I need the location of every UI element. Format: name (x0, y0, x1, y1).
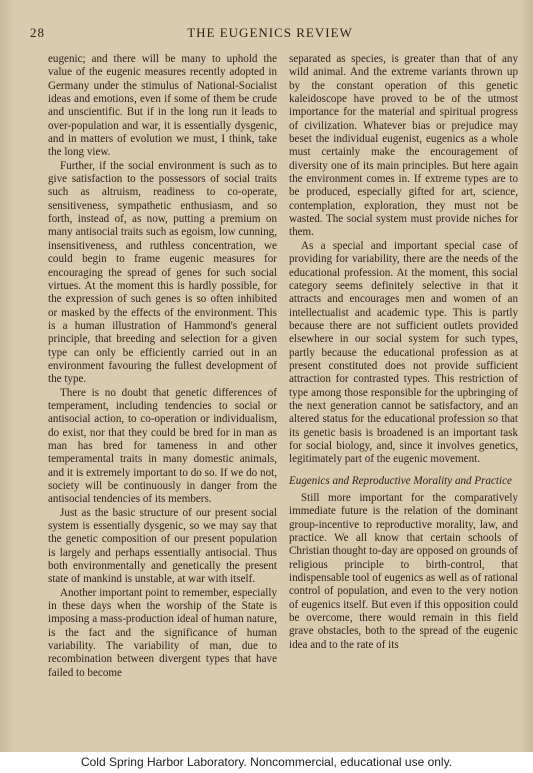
page-number: 28 (30, 25, 45, 40)
paragraph: As a special and important special case of providing for variability, there are the needs of the educational profession. At the moment, this social category seems definitely selective in that it attracts and encourages men and women of an intellectualist and academic type. This is partly because there are not sufficient outlets provided elsewhere in our social system for such types, partly because the educational profession as at present constituted does not provide sufficient attraction for contrasted types. This restriction of type among those responsible for the upbringing of the next generation cannot be satisfactory, and an altered status for the educational profession so that its genetic basis is broadened is an important task for social biology, and, since it involves genetics, legitimately part of the eugenic movement. (289, 239, 518, 466)
paragraph: Another important point to remember, especially in these days when the worship of the State is imposing a mass-production ideal of human nature, is the fact and the significance of human variability. The variability of man, due to recombination between divergent types that have failed to become (48, 586, 277, 679)
section-heading: Eugenics and Reproductive Morality and Practice (289, 474, 512, 487)
left-column (48, 53, 277, 680)
right-column (289, 53, 518, 652)
paragraph: eugenic; and there will be many to uphold the value of the eugenic measures recently adopted in Germany under the stimulus of National-Socialist ideas and emotions, even if some of them be crude and unscientific. But if in the long run it leads to over-population and war, it is essentially dysgenic, and in matters of evolution we must, I think, take the long view. (48, 53, 277, 159)
paragraph: There is no doubt that genetic differences of temperament, including tendencies to social or antisocial action, to co-operation or individualism, do exist, nor that they could be bred for in man as man has bred for tameness in and other temperamental traits in many domestic animals, and it is extremely important to do so. If we do not, society will be continuously in danger from the antisocial tendencies of its members. (48, 386, 277, 506)
footer-credit: Cold Spring Harbor Laboratory. Noncommercial, educational use only. (0, 752, 533, 773)
running-title: THE EUGENICS REVIEW (187, 25, 353, 40)
paragraph: separated as species, is greater than that of any wild animal. And the extreme variants thrown up by the constant operation of this genetic kaleidoscope have proved to be of the utmost importance for the material and spiritual progress of civilization. Whatever bias or prejudice may beset the individual eugenist, eugenics as a whole must certainly make the encouragement of diversity one of its main principles. But here again the environment comes in. If extreme types are to be produced, especially gifted for art, science, contemplation, exploration, they must not be wasted. The social system must provide niches for them. (289, 53, 518, 239)
page-header (30, 25, 510, 45)
paragraph: Further, if the social environment is such as to give satisfaction to the possessors of social traits such as altruism, readiness to co-operate, sensitiveness, sympathetic enthusiasm, and so forth, instead of, as now, putting a premium on many antisocial traits such as egoism, low cunning, insensitiveness, and ruthless concentration, we could begin to frame eugenic measures for encouraging the spread of genes for such social virtues. At the moment this is hardly possible, for the expression of such genes is so often inhibited or masked by the effects of the environment. This is a human illustration of Hammond's general principle, that breeding and selection for a given type can only be efficiently carried out in an environment favouring the fullest development of the type. (48, 159, 277, 386)
paragraph: Still more important for the comparatively immediate future is the relation of the dominant group-incentive to reproductive morality, law, and practice. We all know that certain schools of Christian thought to-day are opposed on grounds of religious principle to birth-control, that indispensable tool of eugenics as well as of rational control of population, and even to the very notion of eugenics itself. But even if this opposition could be overcome, there would remain in this field grave obstacles, both to the spread of the eugenic idea and to the rate of its (289, 492, 518, 651)
paragraph: Just as the basic structure of our present social system is essentially dysgenic, so we may say that the genetic composition of our present population is largely and perhaps essentially antisocial. Thus both environmentally and genetically the present state of mankind is unstable, at war with itself. (48, 506, 277, 586)
